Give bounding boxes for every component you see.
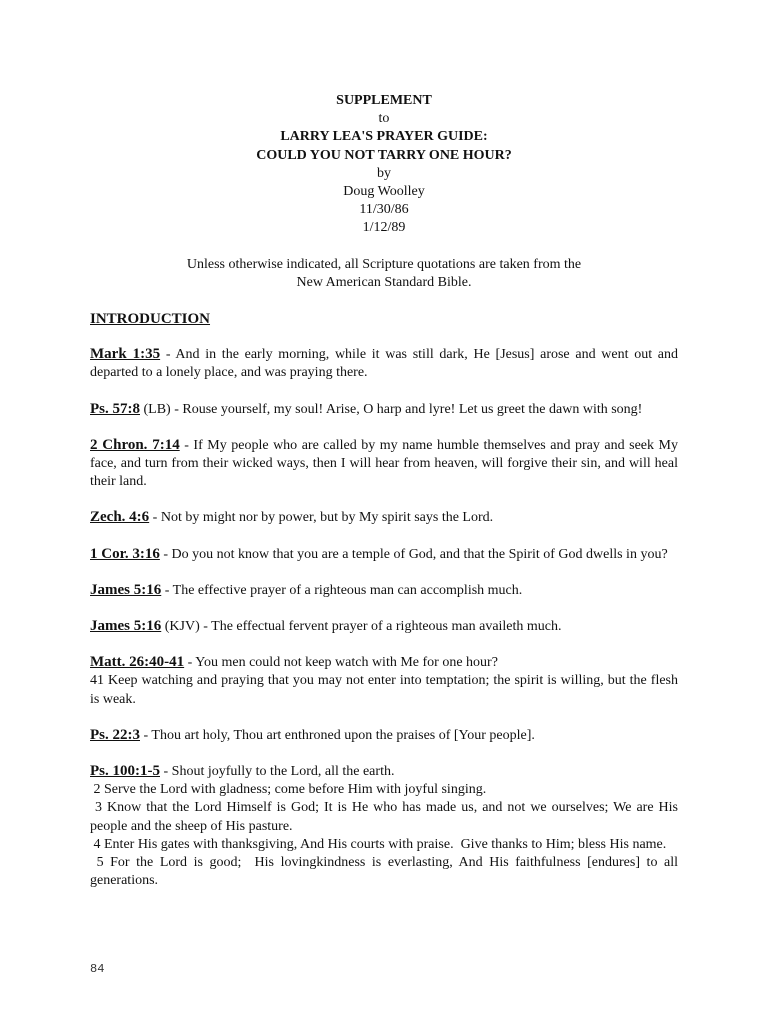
verse-mark-1-35 bbox=[90, 345, 678, 382]
title-date-2: 1/12/89 bbox=[362, 220, 406, 236]
scripture-note-line-1: Unless otherwise indicated, all Scripture quotations are taken from the bbox=[186, 256, 582, 272]
verse-ref: Mark 1:35 bbox=[90, 346, 161, 363]
scripture-note bbox=[90, 256, 678, 292]
verse-text: - And in the early morning, while it was still dark, He [Jesus] arose and went out and departed to a lonely place, and was praying there. bbox=[90, 347, 678, 381]
title-date-1: 11/30/86 bbox=[359, 202, 409, 218]
verse-ps-57-8 bbox=[90, 400, 678, 419]
verse-ps-22-3 bbox=[90, 726, 678, 745]
title-block bbox=[90, 92, 678, 238]
verse-2-chron-7-14 bbox=[90, 436, 678, 492]
title-author: Doug Woolley bbox=[343, 184, 425, 200]
verse-sub-line: 3 Know that the Lord Himself is God; It is He who has made us, and not we ourselves; We are His people and the sheep of His pasture. bbox=[90, 800, 682, 834]
verse-text: (KJV) - The effectual fervent prayer of a righteous man availeth much. bbox=[161, 619, 562, 635]
verse-text: - Not by might nor by power, but by My spirit says the Lord. bbox=[149, 510, 494, 526]
verse-text: - If My people who are called by my name humble themselves and pray and seek My face, and turn from their wicked ways, then I will hear from heaven, will forgive their sin, and will heal their land. bbox=[90, 437, 678, 490]
verse-ref: Ps. 22:3 bbox=[90, 726, 140, 743]
title-subtitle: COULD YOU NOT TARRY ONE HOUR? bbox=[256, 147, 512, 163]
verse-zech-4-6 bbox=[90, 508, 678, 527]
scripture-note-line-2: New American Standard Bible. bbox=[296, 274, 472, 290]
verse-ref: Ps. 100:1-5 bbox=[90, 763, 160, 780]
page-number: 84 bbox=[90, 962, 105, 976]
verse-ref: 1 Cor. 3:16 bbox=[90, 545, 160, 562]
verse-ref: James 5:16 bbox=[90, 618, 162, 635]
title-guide: LARRY LEA'S PRAYER GUIDE: bbox=[280, 129, 488, 145]
verse-ref: James 5:16 bbox=[90, 581, 162, 598]
title-to: to bbox=[378, 111, 390, 127]
verse-james-5-16-kjv bbox=[90, 617, 678, 636]
document-page bbox=[90, 92, 682, 891]
verse-sub-line: 41 Keep watching and praying that you may not enter into temptation; the spirit is willing, but the flesh is weak. bbox=[90, 673, 678, 707]
verse-ref: Zech. 4:6 bbox=[90, 509, 150, 526]
verse-ref: 2 Chron. 7:14 bbox=[90, 436, 180, 453]
verse-text: - Thou art holy, Thou art enthroned upon the praises of [Your people]. bbox=[140, 727, 535, 743]
verse-1-cor-3-16 bbox=[90, 545, 678, 564]
verse-text: - Shout joyfully to the Lord, all the earth. bbox=[160, 764, 395, 780]
verse-matt-26-40-41 bbox=[90, 653, 678, 709]
title-by: by bbox=[377, 165, 391, 181]
verse-sub-line: 2 Serve the Lord with gladness; come before Him with joyful singing. bbox=[90, 782, 487, 798]
verse-ref: Matt. 26:40-41 bbox=[90, 654, 185, 671]
verse-text: (LB) - Rouse yourself, my soul! Arise, O harp and lyre! Let us greet the dawn with song! bbox=[140, 401, 643, 417]
verse-text: - The effective prayer of a righteous man can accomplish much. bbox=[161, 582, 523, 598]
verse-ps-100-1-5 bbox=[90, 762, 682, 890]
verse-text: - You men could not keep watch with Me for one hour? bbox=[184, 655, 498, 671]
verse-ref: Ps. 57:8 bbox=[90, 400, 140, 417]
section-heading: INTRODUCTION bbox=[90, 311, 211, 328]
verse-text: - Do you not know that you are a temple of God, and that the Spirit of God dwells in you? bbox=[159, 546, 668, 562]
verse-james-5-16 bbox=[90, 581, 678, 600]
verse-sub-line: 4 Enter His gates with thanksgiving, And His courts with praise. Give thanks to Him; bless His name. bbox=[90, 836, 667, 852]
title-supplement: SUPPLEMENT bbox=[336, 93, 432, 108]
verse-sub-line: 5 For the Lord is good; His lovingkindness is everlasting, And His faithfulness [endures] to all generations. bbox=[90, 855, 682, 889]
